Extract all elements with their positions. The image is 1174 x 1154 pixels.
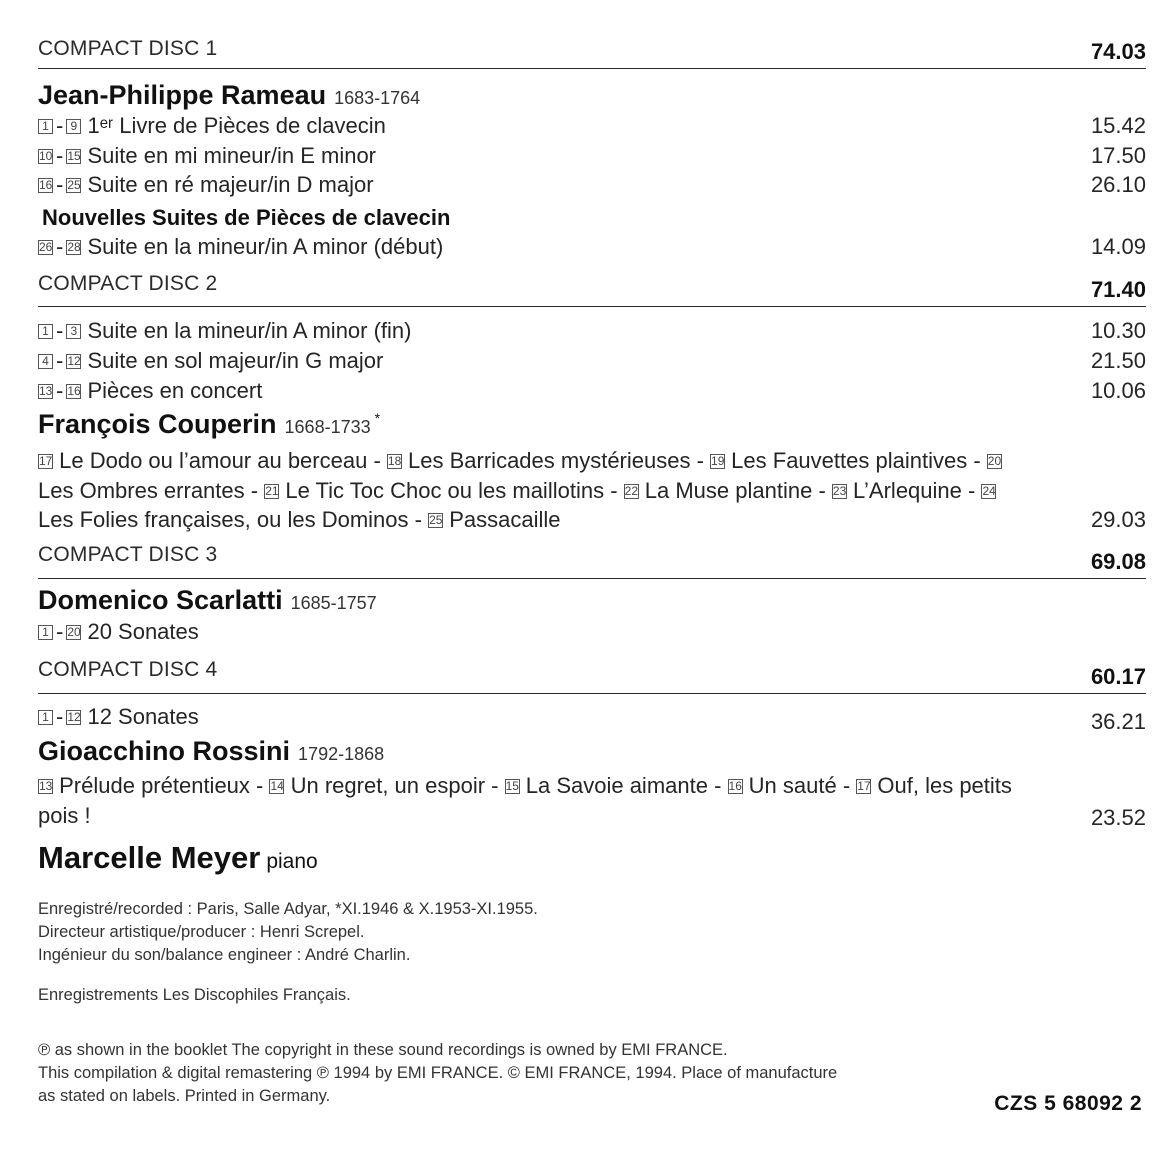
track-title: Suite en la mineur/in A minor (début) [87,234,444,259]
track-number-icon: 21 [265,483,279,498]
track-number-icon: 23 [832,483,847,498]
track-row: 26 - 28 Suite en la mineur/in A minor (début) 14.09 [39,234,1146,259]
catalog-number: CZS 5 68092 2 [994,1092,1142,1115]
piece-title: Les Ombres errantes [38,477,245,503]
piece-title: Les Barricades mystérieuses [408,448,691,473]
track-number-icon: 16 [39,178,53,192]
track-number-icon: 20 [987,454,1002,468]
track-row: 16 - 25 Suite en ré majeur/in D major 26.10 [39,172,1146,197]
disc-total: 71.40 [1090,277,1146,302]
piece-title: L’Arlequine [853,477,962,503]
couperin-pieces: 17 Le Dodo ou l’amour au berceau - 18 Les Barricades mystérieuses - 19 Les Fauvettes plaintives - 20 Les Ombres errantes - 21 Le Tic Toc Choc ou les maillotins - 22 La Muse plantine - 23 L’Arlequine - 24 Les Folies françaises, ou les Dominos - 25 Passacaille [38,448,1002,532]
composer-scarlatti [38,585,377,616]
rossini-duration: 23.52 [1090,805,1146,830]
track-number-icon: 17 [857,779,871,793]
piece-title: Ouf, les petits pois ! [38,773,1012,828]
track-title: 12 Sonates [87,704,199,729]
track-number-icon: 19 [711,454,725,468]
track-number-icon: 13 [39,779,53,793]
composer-rossini [38,736,384,767]
piece-title: La Muse plantine [644,477,813,503]
piece-title: La Savoie aimante [525,773,708,798]
track-number-icon: 1 [38,625,53,640]
track-number-icon: 28 [67,240,81,254]
track-duration: 26.10 [1090,172,1146,197]
disc-label: COMPACT DISC 4 [38,658,218,681]
track-title: Suite en la mineur/in A minor (fin) [87,318,412,343]
track-number-icon: 20 [67,625,81,639]
track-number-icon: 3 [66,324,81,339]
couperin-duration: 29.03 [1090,507,1146,532]
track-title: 20 Sonates [87,619,199,644]
track-number-icon: 1 [38,119,53,134]
track-number-icon: 25 [429,513,443,527]
track-number-icon: 12 [67,354,81,368]
track-row: 10 - 15 Suite en mi mineur/in E minor 17.50 [39,143,1146,168]
track-number-icon: 10 [39,149,53,163]
credit-source: Enregistrements Les Discophiles Français. [38,986,351,1004]
divider [38,578,1146,579]
track-number-icon: 1 [38,710,53,725]
legal-line: ℗ as shown in the booklet The copyright in these sound recordings is owned by EMI FRANCE. [38,1041,728,1059]
composer-rameau [38,80,420,111]
piece-title: Un sauté [748,773,837,798]
credit-producer: Directeur artistique/producer : Henri Screpel. [38,923,365,941]
track-number-icon: 16 [728,779,742,793]
track-number-icon: 25 [67,178,81,192]
composer-name: Gioacchino Rossini [38,736,291,766]
composer-dates: 1683-1764 [334,88,421,108]
track-number-icon: 22 [624,483,638,498]
track-number-icon: 1 [38,324,53,339]
track-duration: 10.30 [1090,318,1146,343]
legal-notice [38,1039,837,1108]
piece-title: Passacaille [449,507,561,532]
footnote-mark: * [374,410,381,426]
composer-dates: 1792-1868 [298,744,385,764]
disc-total: 60.17 [1090,664,1146,689]
track-title: Suite en sol majeur/in G major [87,348,384,373]
track-number-icon: 26 [39,240,53,254]
track-title: Suite en ré majeur/in D major [87,172,374,197]
track-title: Pièces en concert [87,378,263,403]
piece-title: Un regret, un espoir [290,773,486,798]
track-number-icon: 15 [67,149,81,163]
track-number-icon: 13 [39,384,53,398]
credit-recorded: Enregistré/recorded : Paris, Salle Adyar, *XI.1946 & X.1953-XI.1955. [38,900,538,918]
track-duration: 15.42 [1090,113,1146,138]
piece-title: Les Folies françaises, ou les Dominos [38,507,409,532]
performer-instrument: piano [266,850,318,873]
composer-dates: 1668-1733 [284,417,371,437]
composer-dates: 1685-1757 [290,593,377,613]
track-title: Suite en mi mineur/in E minor [87,143,377,168]
composer-couperin [38,409,380,440]
track-number-icon: 17 [39,454,53,468]
track-number-icon: 15 [505,779,519,793]
track-row: 4 - 12 Suite en sol majeur/in G major 21.50 [38,348,1146,374]
piece-title: Le Tic Toc Choc ou les maillotins [285,477,605,503]
performer-name: Marcelle Meyer [38,840,261,875]
composer-name: François Couperin [38,409,277,439]
credit-engineer: Ingénieur du son/balance engineer : André Charlin. [38,946,411,964]
piece-title: Les Fauvettes plaintives [731,448,968,473]
legal-line: as stated on labels. Printed in Germany. [38,1087,331,1105]
divider [38,68,1146,69]
piece-title: Le Dodo ou l’amour au berceau [59,448,368,473]
composer-name: Domenico Scarlatti [38,585,283,615]
track-duration: 36.21 [1090,709,1146,734]
nouvelles-suites-heading: Nouvelles Suites de Pièces de clavecin [42,205,451,230]
performer [38,840,318,876]
track-number-icon: 14 [270,779,284,793]
track-duration: 10.06 [1090,378,1146,403]
disc-label: COMPACT DISC 1 [38,37,218,60]
track-duration: 14.09 [1090,234,1146,259]
disc-total: 69.08 [1090,549,1146,574]
track-number-icon: 24 [982,483,996,498]
track-number-icon: 12 [67,710,81,724]
track-number-icon: 16 [67,384,81,398]
track-row: 1 - 12 12 Sonates 36.21 [38,704,1146,730]
track-row: 13 - 16 Pièces en concert 10.06 [39,378,1146,403]
divider [38,306,1146,307]
track-number-icon: 18 [387,454,402,468]
track-number-icon: 9 [66,119,81,134]
track-row: 1 - 20 20 Sonates [38,619,1146,645]
track-duration: 21.50 [1090,348,1146,373]
divider [38,693,1146,694]
track-row: 1 - 3 Suite en la mineur/in A minor (fin) 10.30 [38,318,1146,344]
disc-label: COMPACT DISC 2 [38,272,218,295]
track-title: 1ᵉʳ Livre de Pièces de clavecin [87,113,386,138]
disc-label: COMPACT DISC 3 [38,543,218,566]
track-row: 1 - 9 1ᵉʳ Livre de Pièces de clavecin 15.42 [38,113,1146,139]
track-duration: 17.50 [1090,143,1146,168]
recording-credits [38,898,538,967]
rossini-pieces: 13 Prélude prétentieux - 14 Un regret, un espoir - 15 La Savoie aimante - 16 Un sauté - 17 Ouf, les petits pois ! [38,773,1012,828]
track-number-icon: 4 [38,354,53,369]
legal-line: This compilation & digital remastering ℗ 1994 by EMI FRANCE. © EMI FRANCE, 1994. Place of manufacture [38,1064,838,1082]
composer-name: Jean-Philippe Rameau [38,80,327,110]
disc-total: 74.03 [1090,39,1146,64]
piece-title: Prélude prétentieux [59,773,250,798]
